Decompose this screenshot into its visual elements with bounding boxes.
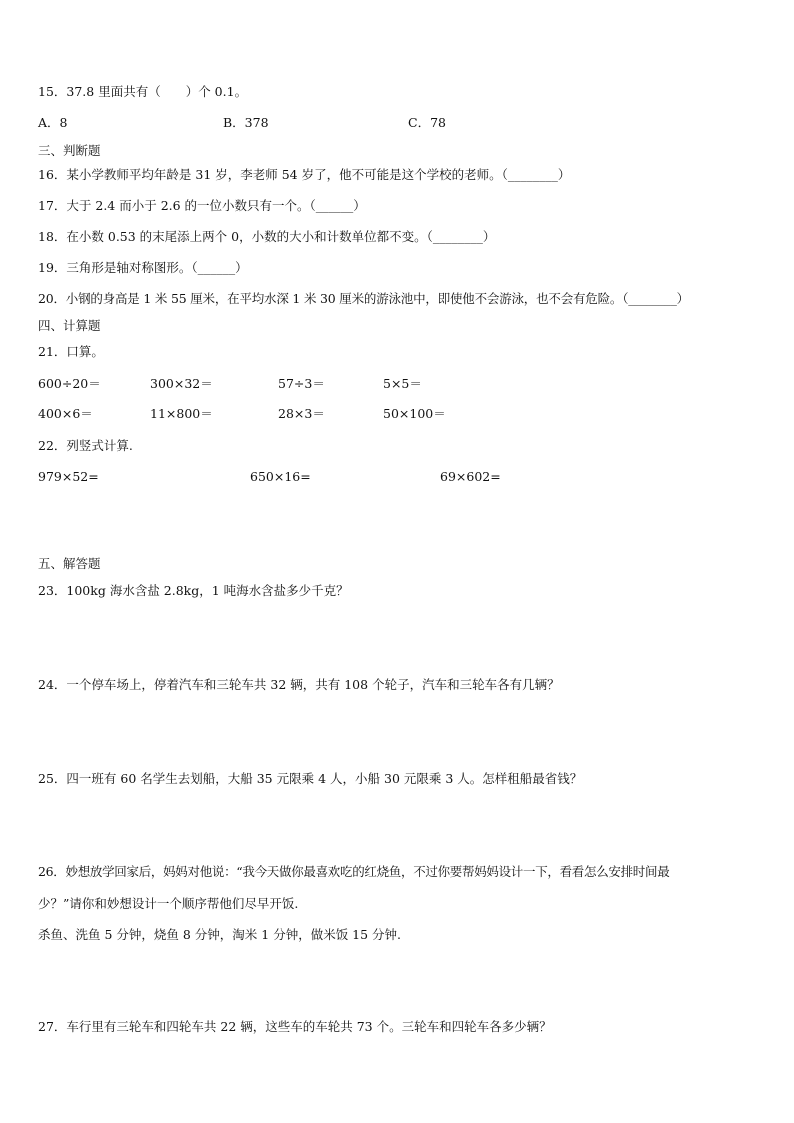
mental-calc-item: 5×5＝ xyxy=(383,376,422,391)
vertical-calc-item: 650×16= xyxy=(250,469,311,484)
question-23: 23．100kg 海水含盐 2.8kg，1 吨海水含盐多少千克？ xyxy=(38,583,349,598)
question-16: 16．某小学教师平均年龄是 31 岁，李老师 54 岁了，他不可能是这个学校的老师。（________） xyxy=(38,167,571,182)
vertical-calc-item: 69×602= xyxy=(440,469,501,484)
section-heading-judgement: 三、判断题 xyxy=(38,143,101,158)
mental-calc-item: 600÷20＝ xyxy=(38,376,101,391)
section-heading-word-problems: 五、解答题 xyxy=(38,556,101,571)
question-15-stem: 15．37.8 里面共有（ ）个 0.1。 xyxy=(38,84,248,99)
question-25: 25．四一班有 60 名学生去划船，大船 35 元限乘 4 人，小船 30 元限乘 3 人。怎样租船最省钱？ xyxy=(38,771,583,786)
question-22-stem: 22．列竖式计算. xyxy=(38,438,133,453)
question-20: 20．小钢的身高是 1 米 55 厘米，在平均水深 1 米 30 厘米的游泳池中，即使他不会游泳，也不会有危险。（________） xyxy=(38,291,689,306)
section-heading-calculation: 四、计算题 xyxy=(38,318,101,333)
mental-calc-item: 28×3＝ xyxy=(278,406,325,421)
mental-calc-item: 400×6＝ xyxy=(38,406,93,421)
question-21-stem: 21．口算。 xyxy=(38,344,104,359)
question-24: 24．一个停车场上，停着汽车和三轮车共 32 辆，共有 108 个轮子，汽车和三轮车各有几辆？ xyxy=(38,677,560,692)
question-18: 18．在小数 0.53 的末尾添上两个 0，小数的大小和计数单位都不变。（________） xyxy=(38,229,496,244)
question-15-option-c: C．78 xyxy=(408,115,446,130)
question-15-option-a: A．8 xyxy=(38,115,68,130)
question-26-line-3: 杀鱼、洗鱼 5 分钟，烧鱼 8 分钟，淘米 1 分钟，做米饭 15 分钟. xyxy=(38,927,402,942)
question-15-option-b: B．378 xyxy=(223,115,269,130)
question-26-line-1: 26．妙想放学回家后，妈妈对他说：“我今天做你最喜欢吃的红烧鱼，不过你要帮妈妈设计一下，看看怎么安排时间最 xyxy=(38,864,670,879)
mental-calc-item: 300×32＝ xyxy=(150,376,213,391)
question-19: 19．三角形是轴对称图形。（______） xyxy=(38,260,248,275)
question-17: 17．大于 2.4 而小于 2.6 的一位小数只有一个。（______） xyxy=(38,198,366,213)
mental-calc-item: 50×100＝ xyxy=(383,406,446,421)
question-27: 27．车行里有三轮车和四轮车共 22 辆，这些车的车轮共 73 个。三轮车和四轮车各多少辆？ xyxy=(38,1019,552,1034)
vertical-calc-item: 979×52= xyxy=(38,469,99,484)
question-26-line-2: 少？”请你和妙想设计一个顺序帮他们尽早开饭. xyxy=(38,896,299,911)
mental-calc-item: 57÷3＝ xyxy=(278,376,325,391)
mental-calc-item: 11×800＝ xyxy=(150,406,213,421)
